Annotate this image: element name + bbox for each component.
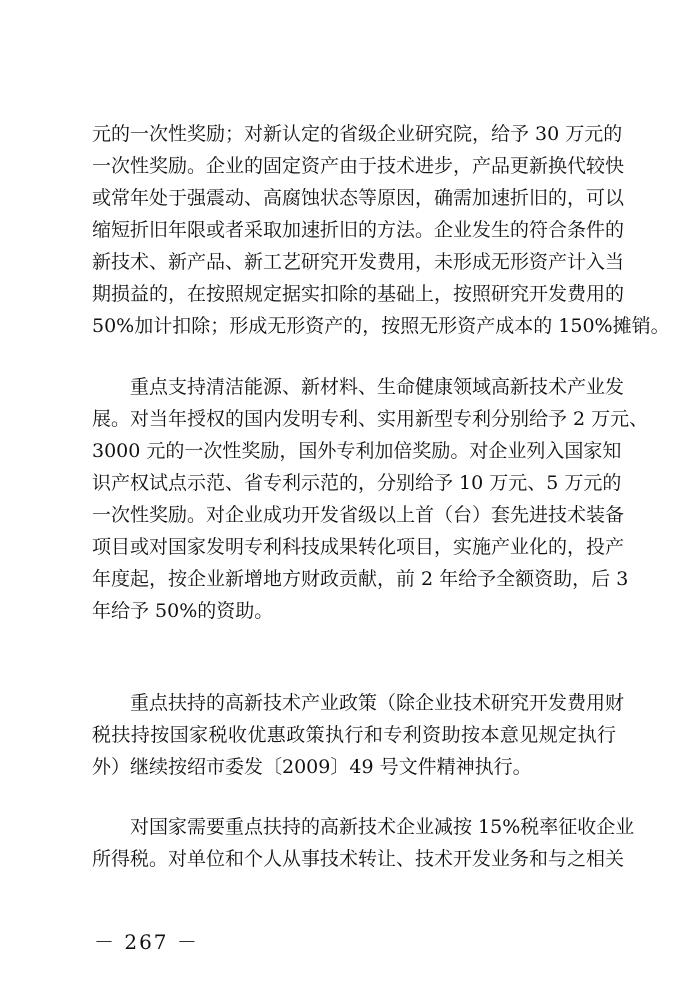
paragraph-line: 项目或对国家发明专利科技成果转化项目，实施产业化的，投产 [92,536,625,558]
paragraph-3 [92,687,625,783]
paragraph-line: 50%加计扣除；形成无形资产的，按照无形资产成本的 150%摊销。 [92,315,670,337]
paragraph-line: 所得税。对单位和个人从事技术转让、技术开发业务和与之相关 [92,848,625,870]
paragraph-line: 年给予 50%的资助。 [92,600,274,622]
paragraph-line: 一次性奖励。对企业成功开发省级以上首（台）套先进技术装备 [92,504,625,526]
paragraph-line: 税扶持按国家税收优惠政策执行和专利资助按本意见规定执行 [92,724,616,746]
paragraph-line: 一次性奖励。企业的固定资产由于技术进步，产品更新换代较快 [92,155,625,177]
paragraph-4 [92,811,635,875]
paragraph-line: 年度起，按企业新增地方财政贡献，前 2 年给予全额资助，后 3 [92,568,629,590]
paragraph-line: 展。对当年授权的国内发明专利、实用新型专利分别给予 2 万元、 [92,408,649,430]
paragraph-line: 新技术、新产品、新工艺研究开发费用，未形成无形资产计入当 [92,251,625,273]
paragraph-line: 重点支持清洁能源、新材料、生命健康领域高新技术产业发 [130,376,625,398]
paragraph-line: 对国家需要重点扶持的高新技术企业减按 15%税率征收企业 [130,816,635,838]
paragraph-line: 缩短折旧年限或者采取加速折旧的方法。企业发生的符合条件的 [92,219,625,241]
paragraph-line: 3000 元的一次性奖励，国外专利加倍奖励。对企业列入国家知 [92,440,622,462]
page-number: － 267 － [94,930,199,954]
paragraph-line: 元的一次性奖励；对新认定的省级企业研究院，给予 30 万元的 [92,123,623,145]
paragraph-line: 期损益的，在按照规定据实扣除的基础上，按照研究开发费用的 [92,283,625,305]
paragraph-1 [92,118,670,342]
paragraph-2 [92,371,649,627]
paragraph-line: 识产权试点示范、省专利示范的，分别给予 10 万元、5 万元的 [92,472,622,494]
paragraph-line: 重点扶持的高新技术产业政策（除企业技术研究开发费用财 [130,692,625,714]
paragraph-line: 外）继续按绍市委发〔2009〕49 号文件精神执行。 [92,756,532,778]
paragraph-line: 或常年处于强震动、高腐蚀状态等原因，确需加速折旧的，可以 [92,187,625,209]
